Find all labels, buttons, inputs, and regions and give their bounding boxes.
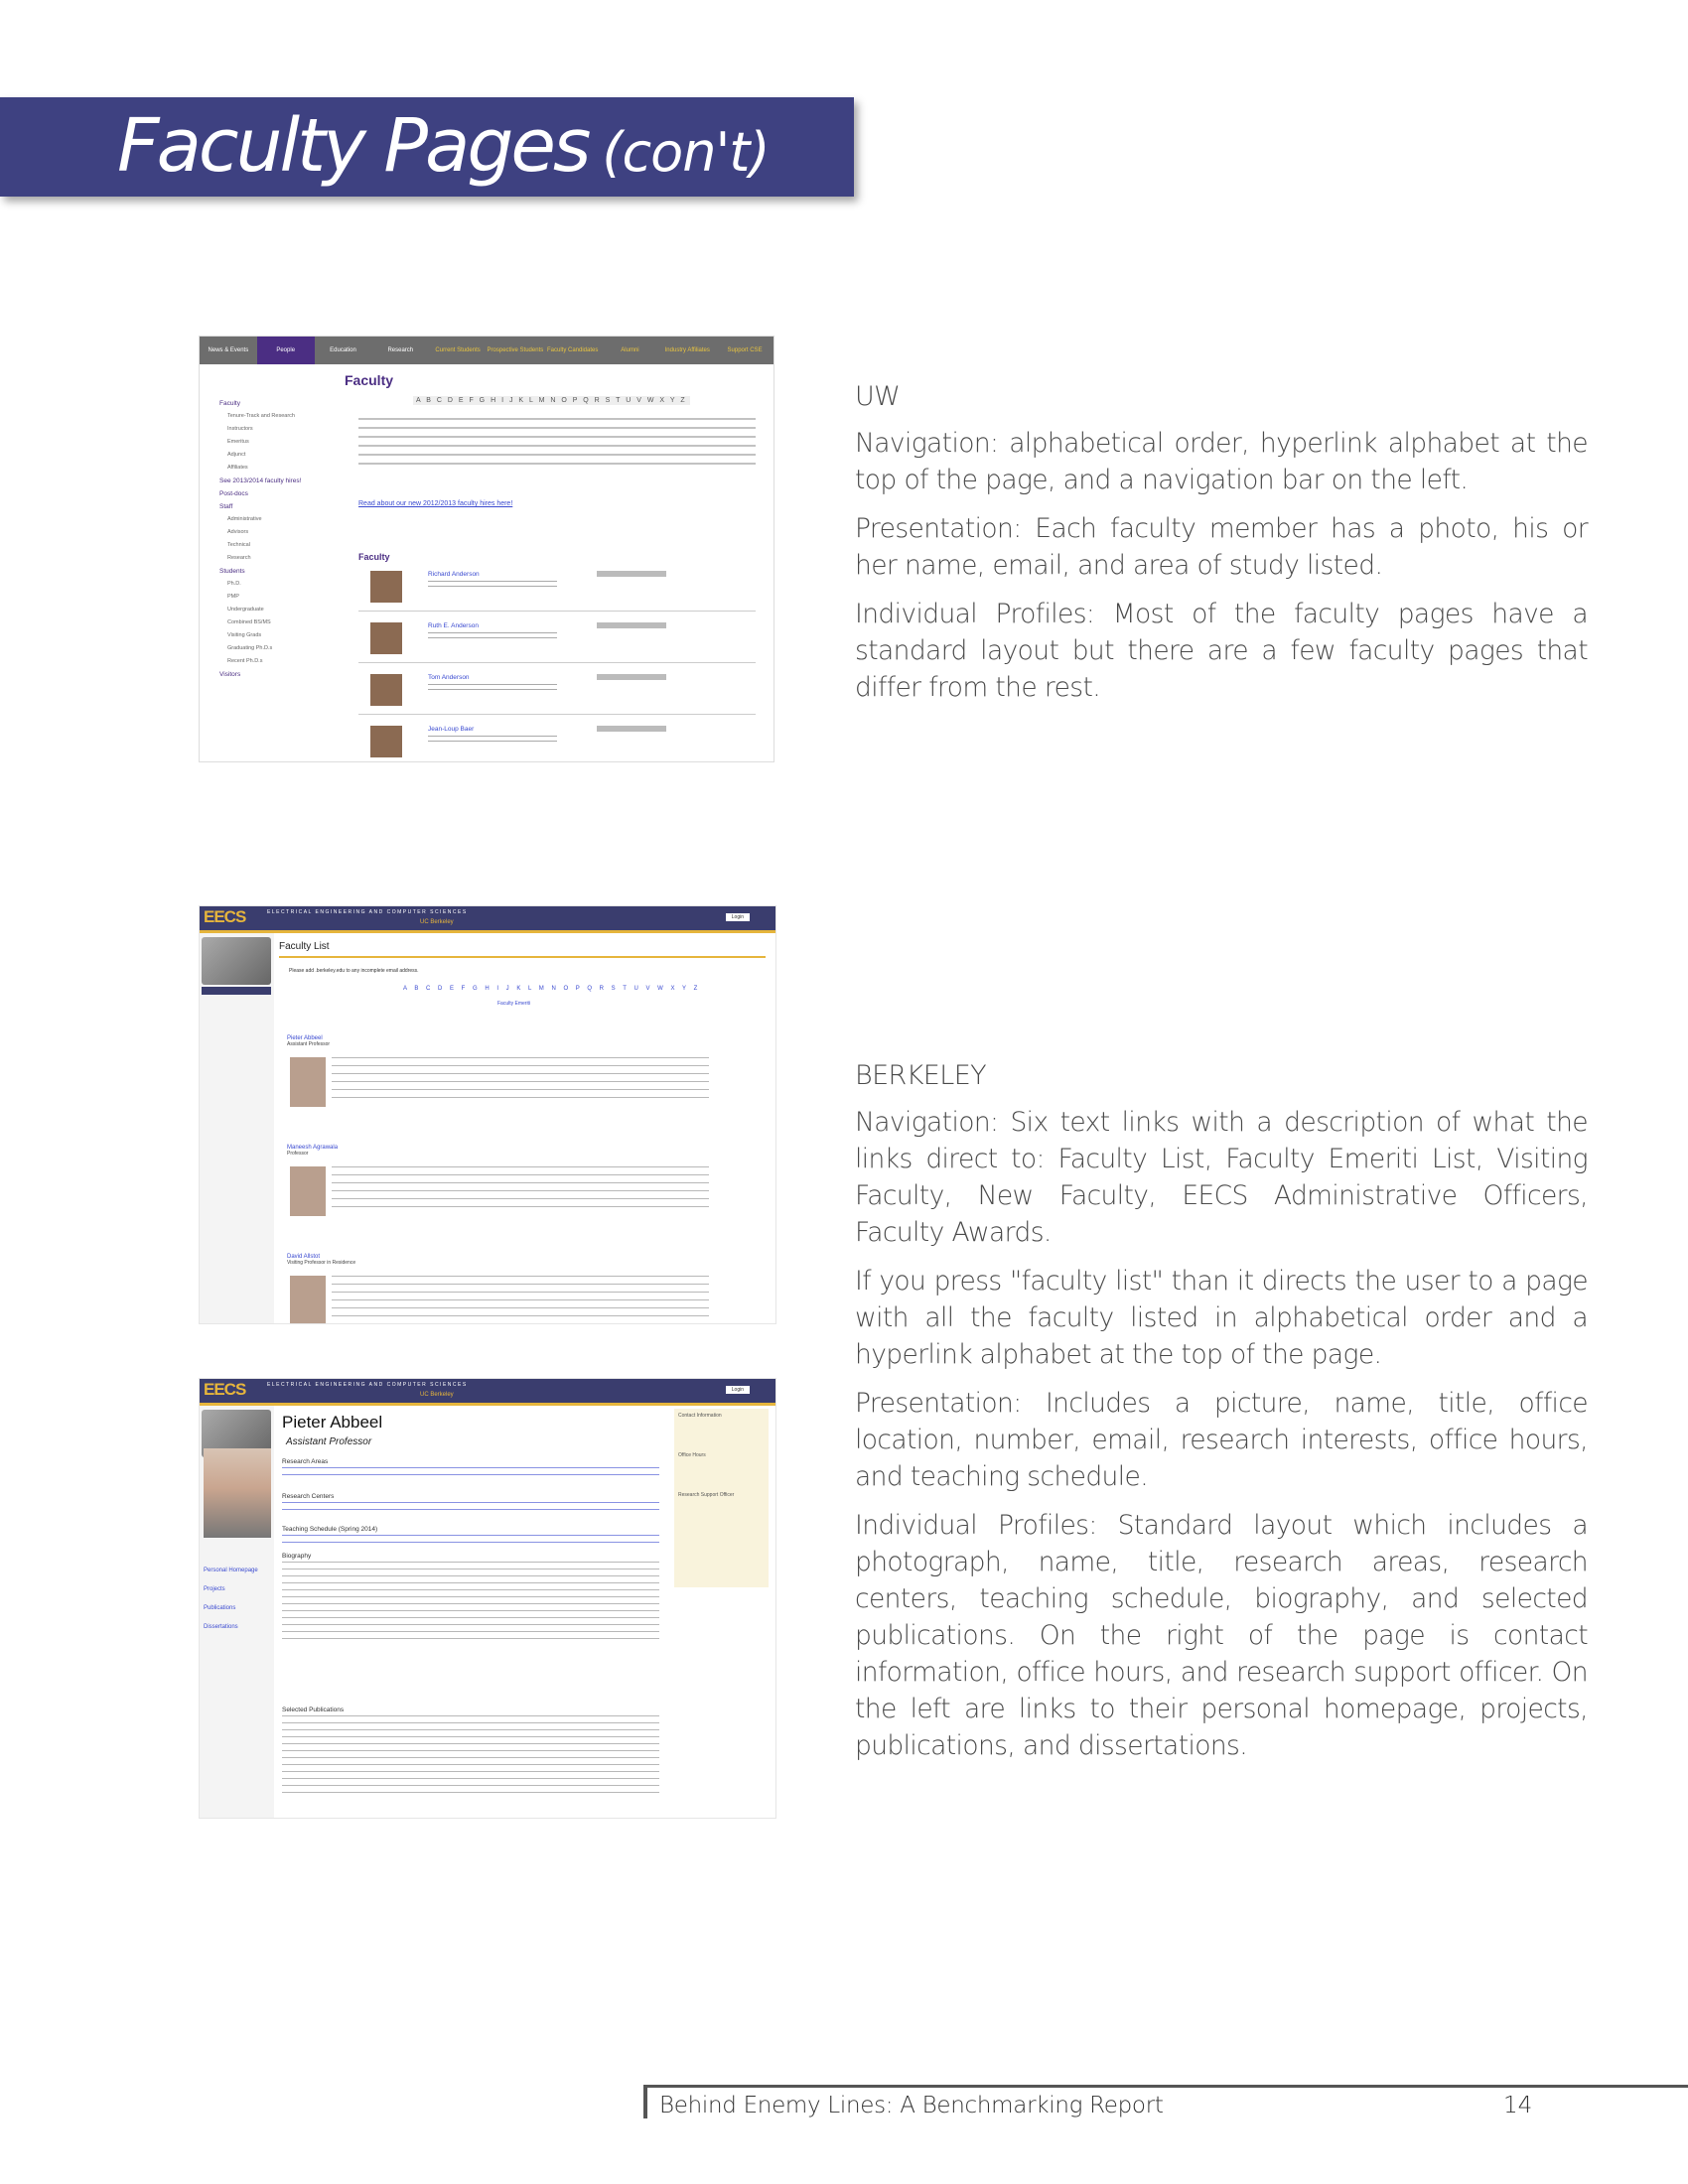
berkeley-text-block: [855, 1057, 1588, 1776]
page-subtitle: (con't): [602, 121, 770, 184]
berkeley-heading: BERKELEY: [855, 1060, 987, 1091]
berkeley-faculty-entry: [287, 1145, 764, 1244]
faculty-list-title: Faculty List: [279, 941, 330, 952]
faculty-title: Professor: [287, 1151, 309, 1157]
uw-left-nav-item: Staff: [219, 503, 233, 510]
profile-section: [282, 1526, 659, 1549]
uw-left-nav-item: Instructors: [227, 426, 253, 432]
section-heading: Research Areas: [282, 1458, 329, 1465]
faculty-photo: [370, 726, 402, 757]
footer-title: Behind Enemy Lines: A Benchmarking Report: [659, 2093, 1164, 2118]
contact-box: [674, 1409, 769, 1587]
berkeley-sidebar: [200, 933, 274, 1324]
berkeley-paragraph: If you press "faculty list" than it directs the user to a page with all the faculty listed in alphabetical order and a hyperlink alphabet at the top of the page.: [855, 1266, 1588, 1370]
uw-intro-paragraph: [358, 418, 756, 466]
uw-hires-link: Read about our new 2012/2013 faculty hires here!: [358, 500, 513, 507]
berkeley-paragraph: Presentation: Includes a picture, name, title, office location, number, email, research interests, office hours, and teaching schedule.: [855, 1388, 1588, 1492]
uw-left-nav-item: PMP: [227, 594, 239, 600]
faculty-name: Richard Anderson: [428, 571, 480, 578]
uw-nav-item: Alumni: [621, 347, 639, 353]
eecs-logo: EECS: [204, 907, 246, 926]
eecs-logo: EECS: [204, 1380, 246, 1399]
faculty-email: [597, 571, 666, 577]
profile-section: [282, 1493, 659, 1510]
uw-left-nav-item: Adjunct: [227, 452, 246, 458]
login-button: Login: [726, 913, 750, 921]
faculty-title: Visiting Professor in Residence: [287, 1260, 356, 1266]
ee-cs-tabs: [202, 987, 271, 995]
faculty-name: Pieter Abbeel: [287, 1035, 323, 1041]
faculty-email: [597, 726, 666, 732]
section-links: [282, 1467, 659, 1481]
uw-nav-item: Research: [387, 347, 414, 353]
footer-rule: [643, 2085, 647, 2118]
profile-name: Pieter Abbeel: [282, 1413, 383, 1432]
profile-side-link: Dissertations: [204, 1624, 238, 1630]
uw-faculty-row: [358, 565, 756, 612]
uw-nav-item: News & Events: [208, 347, 249, 353]
uw-nav-item: Education: [330, 347, 356, 353]
uw-left-nav-item: Research: [227, 555, 251, 561]
faculty-email: [597, 674, 666, 680]
footer-rule: [647, 2085, 1688, 2088]
profile-section: [282, 1458, 659, 1481]
section-links: [282, 1502, 659, 1510]
faculty-photo: [290, 1057, 326, 1107]
berkeley-paragraph: Individual Profiles: Standard layout which includes a photograph, name, title, research areas, research centers, teaching schedule, biography, and selected publications. On the right of the page is contact information, office hours, and research support officer. On the left are links to their personal homepage, projects, publications, and dissertations.: [855, 1510, 1588, 1761]
uw-left-nav-item: Advisors: [227, 529, 249, 535]
berkeley-faculty-list-screenshot: [199, 905, 776, 1324]
profile-photo: [204, 1448, 271, 1538]
uc-berkeley-label: UC Berkeley: [420, 1392, 454, 1398]
berkeley-paragraph: Navigation: Six text links with a description of what the links direct to: Faculty List, Faculty Emeriti List, Visiting Faculty, New Faculty, EECS Administrative Officers, Faculty Awards.: [855, 1107, 1588, 1248]
faculty-description: [428, 632, 557, 642]
section-heading: Biography: [282, 1553, 312, 1560]
uw-left-nav-item: Faculty: [219, 400, 240, 407]
uw-left-nav-item: Tenure-Track and Research: [227, 413, 295, 419]
uw-left-nav-item: Emeritus: [227, 439, 249, 445]
faculty-description: [428, 581, 557, 591]
uw-left-nav-item: Visitors: [219, 671, 241, 678]
faculty-photo: [290, 1276, 326, 1324]
faculty-description: [428, 684, 557, 694]
uw-nav-item: Faculty Candidates: [546, 347, 599, 353]
uw-paragraph: Navigation: alphabetical order, hyperlink alphabet at the top of the page, and a navigation bar on the left.: [855, 428, 1588, 495]
uw-left-nav-item: Visiting Grads: [227, 632, 262, 638]
uw-left-nav-item: Students: [219, 568, 245, 575]
faculty-photo: [370, 571, 402, 603]
faculty-photo: [290, 1166, 326, 1216]
uw-left-nav-item: Ph.D.: [227, 581, 241, 587]
contact-box-heading: Office Hours: [678, 1452, 706, 1458]
section-heading: Research Centers: [282, 1493, 335, 1500]
faculty-name: Jean-Loup Baer: [428, 726, 475, 733]
faculty-name: Ruth E. Anderson: [428, 622, 479, 629]
uw-left-nav-item: Post-docs: [219, 490, 248, 497]
berkeley-faculty-entry: [287, 1254, 764, 1324]
uw-left-nav-item: Administrative: [227, 516, 262, 522]
uw-left-nav-item: See 2013/2014 faculty hires!: [219, 478, 302, 484]
profile-role: Assistant Professor: [286, 1436, 372, 1447]
page-number: 14: [1503, 2093, 1533, 2118]
faculty-email: [597, 622, 666, 628]
uw-nav-item: Prospective Students: [487, 347, 544, 353]
uw-nav-item: Support CSE: [727, 347, 763, 353]
gold-divider: [200, 930, 775, 933]
login-button: Login: [726, 1386, 750, 1394]
faculty-photo: [370, 622, 402, 654]
faculty-title: Assistant Professor: [287, 1041, 331, 1047]
section-text: [282, 1715, 659, 1795]
title-rule: [279, 956, 766, 958]
uc-berkeley-label: UC Berkeley: [420, 919, 454, 925]
title-banner: [0, 97, 854, 197]
faculty-emeriti-link: Faculty Emeriti: [497, 1001, 531, 1007]
faculty-details: [332, 1057, 709, 1105]
uw-left-nav-item: Affiliates: [227, 465, 248, 471]
contact-box-heading: Contact Information: [678, 1413, 722, 1419]
uw-faculty-title: Faculty: [345, 372, 394, 388]
uw-faculty-screenshot: [199, 336, 774, 762]
building-image: [202, 937, 271, 985]
profile-side-link: Personal Homepage: [204, 1568, 258, 1573]
faculty-name: Maneesh Agrawala: [287, 1145, 339, 1151]
faculty-details: [332, 1166, 709, 1214]
uw-left-nav-item: Combined BS/MS: [227, 619, 271, 625]
berkeley-faculty-entry: [287, 1035, 764, 1135]
profile-section: [282, 1706, 659, 1795]
section-heading: Selected Publications: [282, 1706, 345, 1713]
uw-heading: UW: [855, 381, 901, 412]
gold-divider: [200, 1403, 775, 1406]
uw-faculty-row: [358, 720, 756, 762]
faculty-details: [332, 1276, 709, 1323]
uw-nav-item: Industry Affiliates: [664, 347, 710, 353]
faculty-description: [428, 736, 557, 746]
uw-paragraph: Individual Profiles: Most of the faculty pages have a standard layout but there are a few faculty pages that differ from the rest.: [855, 599, 1588, 703]
uw-left-nav-item: Graduating Ph.D.s: [227, 645, 273, 651]
berkeley-profile-screenshot: [199, 1378, 776, 1819]
uw-nav-item: People: [257, 337, 315, 364]
uw-nav-item: Current Students: [435, 347, 481, 353]
faculty-photo: [370, 674, 402, 706]
eecs-strapline: ELECTRICAL ENGINEERING AND COMPUTER SCIENCES: [267, 909, 468, 915]
uw-left-nav-item: Undergraduate: [227, 607, 264, 613]
uw-left-nav-item: Recent Ph.D.s: [227, 658, 263, 664]
uw-nav-bar: [200, 337, 774, 364]
uw-faculty-row: [358, 668, 756, 715]
faculty-name: Tom Anderson: [428, 674, 470, 681]
berkeley-header: [200, 906, 775, 930]
profile-side-link: Projects: [204, 1586, 225, 1592]
uw-faculty-row: [358, 616, 756, 663]
uw-alphabet: A B C D E F G H I J K L M N O P Q R S T U V W X Y Z: [413, 396, 690, 405]
section-text: [282, 1562, 659, 1641]
uw-paragraph: Presentation: Each faculty member has a photo, his or her name, email, and area of study listed.: [855, 513, 1588, 581]
profile-side-link: Publications: [204, 1605, 236, 1611]
email-note: Please add .berkeley.edu to any incomplete email address.: [289, 968, 419, 974]
uw-text-block: [855, 378, 1588, 718]
faculty-name: David Allstot: [287, 1254, 321, 1260]
uw-left-nav-item: Technical: [227, 542, 250, 548]
eecs-strapline: ELECTRICAL ENGINEERING AND COMPUTER SCIENCES: [267, 1382, 468, 1388]
page-title: Faculty Pages (con't): [117, 103, 770, 189]
contact-box-heading: Research Support Officer: [678, 1492, 735, 1498]
section-links: [282, 1535, 659, 1549]
uw-left-nav: [219, 400, 329, 684]
section-heading: Teaching Schedule (Spring 2014): [282, 1526, 378, 1533]
berkeley-alphabet: A B C D E F G H I J K L M N O P Q R S T U V W X Y Z: [403, 986, 701, 992]
profile-section: [282, 1553, 659, 1641]
uw-faculty-section: Faculty: [358, 552, 390, 562]
berkeley-header: [200, 1379, 775, 1403]
